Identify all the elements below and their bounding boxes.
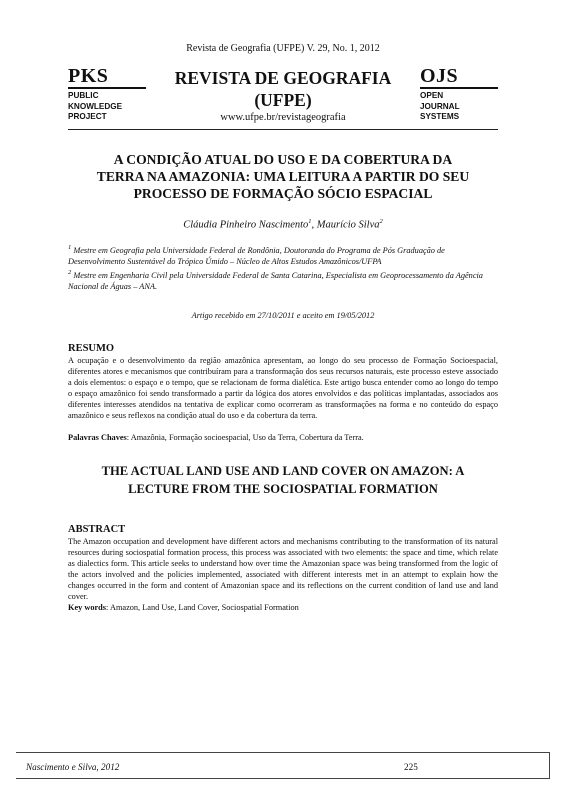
- article-title-line: A CONDIÇÃO ATUAL DO USO E DA COBERTURA DA: [113, 152, 453, 167]
- author-affiliations: [68, 242, 500, 292]
- journal-citation-line: Revista de Geografia (UFPE) V. 29, No. 1, 2012: [186, 43, 380, 54]
- pkp-logo-line: PUBLIC: [68, 91, 99, 100]
- journal-masthead: [68, 66, 498, 134]
- author-name: Maurício Silva: [316, 219, 380, 231]
- article-title-line: TERRA NA AMAZONIA: UMA LEITURA A PARTIR DO SEU: [96, 169, 470, 184]
- affiliation-entry: [68, 242, 500, 267]
- ojs-logo-subtext: [420, 91, 498, 123]
- article-title-line: LECTURE FROM THE SOCIOSPATIAL FORMATION: [128, 481, 438, 496]
- journal-url-link[interactable]: www.ufpe.br/revistageografia: [220, 112, 346, 123]
- ojs-logo[interactable]: [420, 66, 498, 123]
- footer-top-rule: [16, 752, 550, 753]
- affiliation-mark: 1: [68, 244, 72, 251]
- affiliation-text: Mestre em Geografia pela Universidade Federal de Rondônia, Doutoranda do Programa de Pós Graduação de Desenvolvimento Sustentável do Trópico Úmido – Núcleo de Altos Estudos Amazônicos/UFPA: [68, 245, 445, 266]
- footer-right-border: [549, 752, 550, 779]
- journal-name-block: [154, 67, 412, 124]
- resumo-paragraph: A ocupação e o desenvolvimento da região amazônica apresentam, ao longo do seu processo de Formação Socioespacial, diferentes atores e mecanismos que contribuíram para a transformação dos seus recursos naturais, este processo esteve associado a dois elementos: o espaço e o tempo, que se relacionam de forma dialética. Este artigo busca entender como ao longo do tempo o espaço amazônico foi sendo transformado a partir da lógica dos atores envolvidos e das políticas implantadas, associados aos diferentes interesses atendidos na tentativa de explicar como ocorreram as transformações na forma e no conteúdo do espaço amazônico e seus reflexos na condição atual do uso e da cobertura da terra.: [68, 356, 498, 420]
- keywords-label: Palavras Chaves: [68, 433, 127, 442]
- keywords-list: : Amazon, Land Use, Land Cover, Sociospatial Formation: [106, 603, 299, 612]
- footer-bottom-rule: [16, 778, 550, 779]
- keywords-en: [68, 602, 498, 613]
- page-number: 225: [404, 762, 418, 772]
- abstract-heading: ABSTRACT: [68, 524, 126, 535]
- ojs-logo-line: JOURNAL: [420, 101, 460, 111]
- received-accepted-dates: Artigo recebido em 27/10/2011 e aceito em 19/05/2012: [191, 311, 375, 320]
- pkp-logo-text: PKS: [68, 66, 146, 89]
- keywords-pt: [68, 432, 498, 443]
- journal-title-line: (UFPE): [254, 90, 312, 110]
- ojs-logo-text: OJS: [420, 66, 498, 89]
- keywords-list: : Amazônia, Formação socioespacial, Uso da Terra, Cobertura da Terra.: [126, 433, 364, 442]
- author-list: [0, 218, 566, 231]
- ojs-logo-line: SYSTEMS: [420, 112, 460, 121]
- affiliation-entry: [68, 267, 500, 292]
- author-footnote-mark: 1: [308, 218, 312, 225]
- author-name: Cláudia Pinheiro Nascimento: [183, 219, 309, 231]
- author-footnote-mark: 2: [379, 218, 383, 225]
- affiliation-mark: 2: [68, 268, 72, 276]
- masthead-divider: [68, 129, 498, 130]
- pkp-logo[interactable]: [68, 66, 146, 123]
- keywords-label: Key words: [68, 603, 107, 612]
- abstract-paragraph: The Amazon occupation and development have different actors and mechanisms contributing to the transformation of its natural resources during sociospatial formation process, this process was associated with two elements: the space and time, which relate as dialectics form. This article seeks to understand how over time the Amazonian space was being transformed from the logic of the actors involved and the policies implemented, associated with different interests met in an attempt to explain how the changes occurred in the form and content of Amazonian space and its reflections on the current condition of land use and land cover.: [68, 537, 498, 601]
- pkp-logo-subtext: [68, 91, 146, 123]
- article-title-line: PROCESSO DE FORMAÇÃO SÓCIO ESPACIAL: [133, 186, 433, 201]
- pkp-logo-line: KNOWLEDGE: [68, 101, 123, 111]
- journal-title-line: REVISTA DE GEOGRAFIA: [174, 68, 392, 88]
- article-title-en: [60, 463, 506, 498]
- author-separator: ,: [311, 219, 317, 231]
- pkp-logo-line: PROJECT: [68, 112, 107, 121]
- article-title-pt: [60, 151, 506, 202]
- ojs-logo-line: OPEN: [420, 91, 444, 100]
- article-title-line: THE ACTUAL LAND USE AND LAND COVER ON AMAZON: A: [101, 464, 465, 478]
- footer-citation: Nascimento e Silva, 2012: [26, 762, 120, 772]
- affiliation-text: Mestre em Engenharia Civil pela Universidade Federal de Santa Catarina, Especialista em Geoprocessamento da Agência Nacional de Águas – ANA.: [68, 270, 483, 291]
- resumo-heading: RESUMO: [68, 343, 115, 354]
